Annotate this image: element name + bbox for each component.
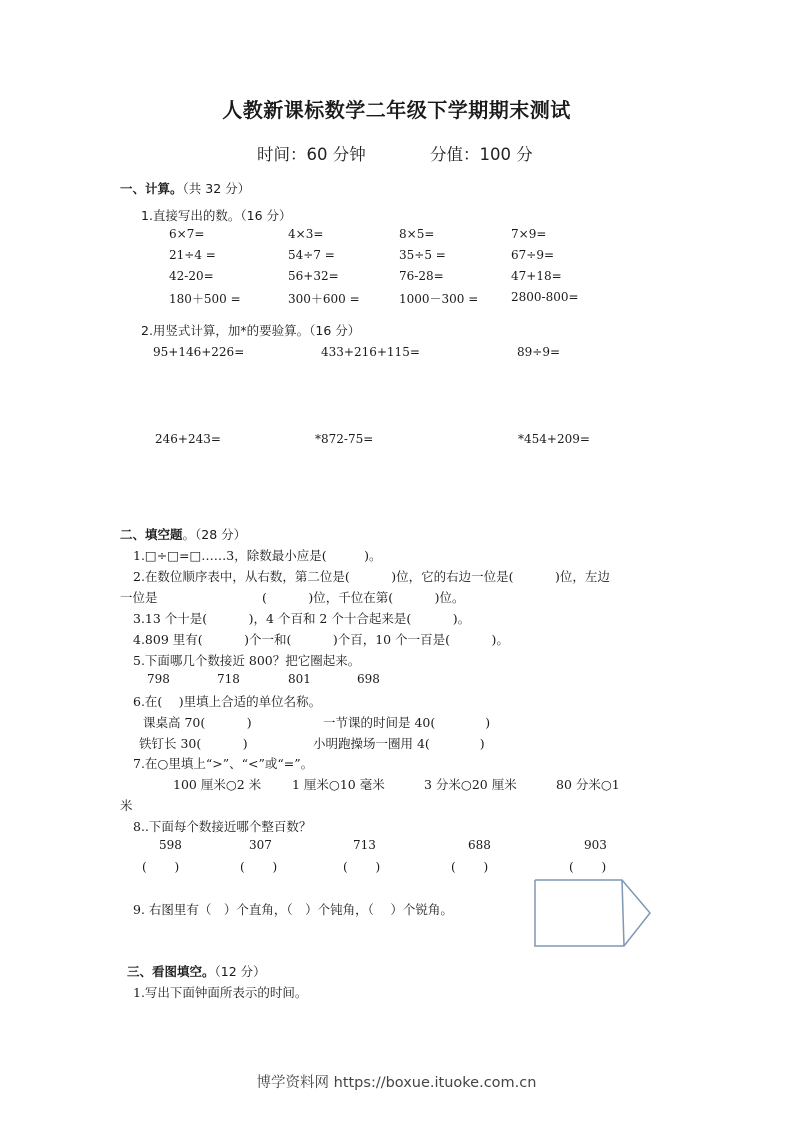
math-item: 8×5= <box>399 227 435 241</box>
section2-q1: 1.□÷□=□……3，除数最小应是( )。 <box>133 548 382 563</box>
column-calc-item: *454+209= <box>518 432 590 446</box>
section1-q2-label: 2.用竖式计算，加*的要验算。（16 分） <box>141 323 361 338</box>
q8-blank: ( ) <box>343 860 381 874</box>
q6-item: 小明跑操场一圈用 4( ) <box>313 736 485 751</box>
time-label: 时间：60 分钟 <box>257 145 366 164</box>
q6-item: 一节课的时间是 40( ) <box>323 715 491 730</box>
q5-number: 798 <box>147 672 170 686</box>
q7-item: 3 分米○20 厘米 <box>424 777 517 792</box>
section2-heading <box>120 525 246 543</box>
section1-q1-label: 1.直接写出的数。（16 分） <box>141 208 292 223</box>
column-calc-item: *872-75= <box>315 432 374 446</box>
q5-number: 801 <box>288 672 311 686</box>
q7-item: 1 厘米○10 毫米 <box>292 777 385 792</box>
q8-blank: ( ) <box>569 860 607 874</box>
q8-number: 903 <box>584 838 607 852</box>
section2-q3: 3.13 个十是( )，4 个百和 2 个十合起来是( )。 <box>133 611 471 626</box>
math-item: 6×7= <box>169 227 205 241</box>
math-item: 4×3= <box>288 227 324 241</box>
column-calc-item: 246+243= <box>155 432 221 446</box>
section2-heading-title: 二、填空题 <box>120 527 183 542</box>
column-calc-item: 89÷9= <box>517 345 561 359</box>
q7-wrap: 米 <box>120 798 133 813</box>
math-item: 7×9= <box>511 227 547 241</box>
section2-q2-line2a: 一位是 <box>120 590 158 605</box>
q8-number: 713 <box>353 838 376 852</box>
q6-item: 课桌高 70( ) <box>143 715 252 730</box>
math-item: 21÷4 = <box>169 248 216 262</box>
section1-heading <box>120 179 250 197</box>
section1-heading-title: 一、计算。 <box>120 181 183 196</box>
section2-q2-line1: 2.在数位顺序表中，从右数，第二位是( )位，它的右边一位是( )位，左边 <box>133 569 610 584</box>
q6-item: 铁钉长 30( ) <box>139 736 248 751</box>
column-calc-item: 95+146+226= <box>153 345 245 359</box>
section1-heading-points: （共 32 分） <box>182 181 251 196</box>
document-title: 人教新课标数学二年级下学期期末测试 <box>222 98 571 122</box>
section3-heading-points: （12 分） <box>214 964 266 979</box>
math-item: 67÷9= <box>511 248 555 262</box>
section2-q7: 7.在○里填上“>”、“<”或“=”。 <box>133 756 314 771</box>
q8-blank: ( ) <box>240 860 278 874</box>
math-item: 35÷5 = <box>399 248 446 262</box>
section2-q6: 6.在( )里填上合适的单位名称。 <box>133 694 322 709</box>
math-item: 180＋500 = <box>169 292 241 306</box>
q7-item: 100 厘米○2 米 <box>173 777 262 792</box>
q8-blank: ( ) <box>142 860 180 874</box>
section3-heading-title: 三、看图填空。 <box>127 964 215 979</box>
footer-watermark: 博学资料网 https://boxue.ituoke.com.cn <box>256 1075 537 1091</box>
math-item: 42-20= <box>169 269 214 283</box>
section2-q4: 4.809 里有( )个一和( )个百，10 个一百是( )。 <box>133 632 509 647</box>
math-item: 76-28= <box>399 269 444 283</box>
q8-number: 598 <box>159 838 182 852</box>
math-item: 1000－300 = <box>399 292 479 306</box>
math-item: 54÷7 = <box>288 248 335 262</box>
q5-number: 718 <box>217 672 240 686</box>
section2-heading-points: 。（28 分） <box>182 527 247 542</box>
math-item: 47+18= <box>511 269 562 283</box>
q7-item: 80 分米○1 <box>556 777 620 792</box>
math-item: 2800-800= <box>511 290 579 304</box>
q8-number: 307 <box>249 838 272 852</box>
pentagon-shape-figure <box>530 876 656 952</box>
section3-heading <box>127 962 266 980</box>
section3-q1: 1.写出下面钟面所表示的时间。 <box>133 985 308 1000</box>
q8-number: 688 <box>468 838 491 852</box>
q8-blank: ( ) <box>451 860 489 874</box>
section2-q9: 9. 右图里有（ ）个直角，（ ）个钝角，（ ）个锐角。 <box>133 902 453 917</box>
section2-q2-line2b: ( )位，千位在第( )位。 <box>262 590 465 605</box>
math-item: 56+32= <box>288 269 339 283</box>
section2-q8: 8..下面每个数接近哪个整百数？ <box>133 819 312 834</box>
math-item: 300＋600 = <box>288 292 360 306</box>
column-calc-item: 433+216+115= <box>321 345 420 359</box>
section2-q5: 5.下面哪几个数接近 800？把它圈起来。 <box>133 653 361 668</box>
score-label: 分值：100 分 <box>430 145 533 164</box>
q5-number: 698 <box>357 672 380 686</box>
